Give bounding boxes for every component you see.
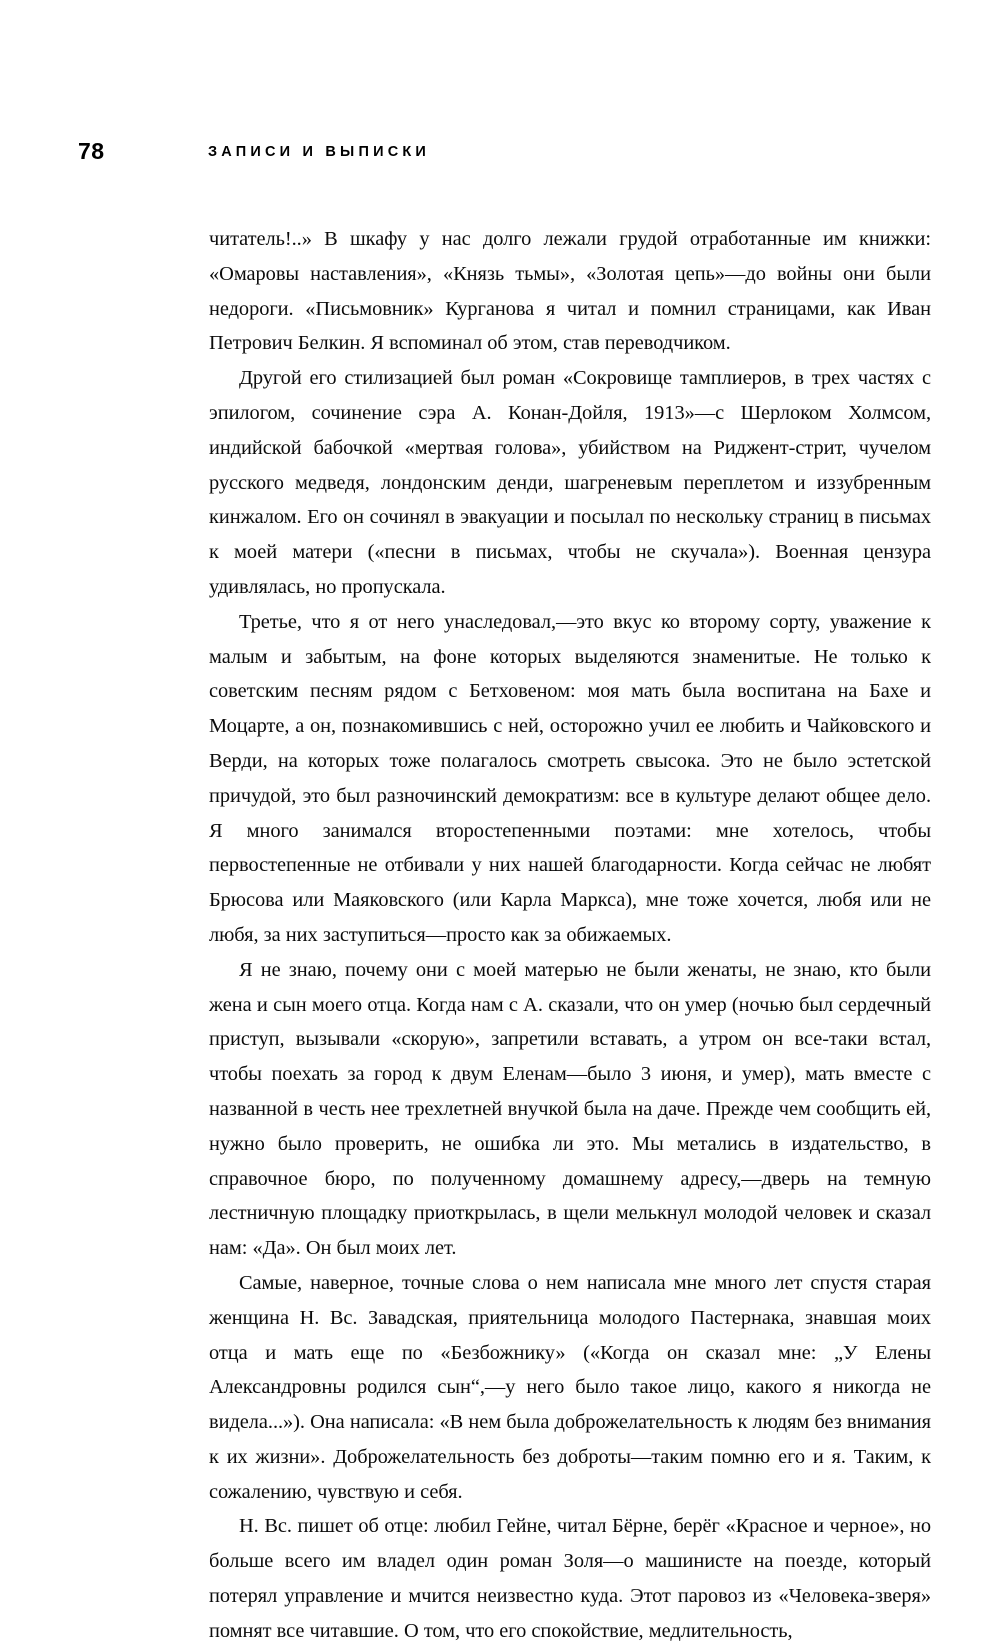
paragraph: Третье, что я от него унаследовал,—это вкус ко второму сорту, уважение к малым и забытым, на фоне которых выделяются знаменитые. Не только к советским песням рядом с Бетховеном: моя мать была воспитана на Бахе и Моцарте, а он, познакомившись с ней, осторожно учил ее любить и Чайковского и Верди, на которых тоже полагалось смотреть свысока. Это не было эстетской причудой, это был разночинский демократизм: все в культуре делают общее дело. Я много занимался второстепенными поэтами: мне хотелось, чтобы первостепенные не отбивали у них нашей благодарности. Когда сейчас не любят Брюсова или Маяковского (или Карла Маркса), мне тоже хочется, любя или не любя, за них заступиться—просто как за обижаемых. bbox=[209, 610, 931, 946]
running-head: ЗАПИСИ И ВЫПИСКИ bbox=[208, 144, 431, 160]
paragraph: Я не знаю, почему они с моей матерью не были женаты, не знаю, кто были жена и сын моего отца. Когда нам с А. сказали, что он умер (ночью был сердечный приступ, вызывали «скорую», запретили вставать, а утром он все-таки встал, чтобы поехать за город к двум Еленам—было 3 июня, и умер), мать вместе с названной в честь нее трехлетней внучкой была на даче. Прежде чем сообщить ей, нужно было проверить, не ошибка ли это. Мы метались в издательство, в справочное бюро, по полученному домашнему адресу,—дверь на темную лестничную площадку приоткрылась, в щели мелькнул молодой человек и сказал нам: «Да». Он был моих лет. bbox=[209, 958, 931, 1260]
paragraph: Другой его стилизацией был роман «Сокровище тамплиеров, в трех частях с эпилогом, сочинение сэра А. Конан-Дойля, 1913»—с Шерлоком Холмсом, индийской бабочкой «мертвая голова», убийством на Риджент-стрит, чучелом русского медведя, лондонским денди, шагреневым переплетом и иззубренным кинжалом. Его он сочинял в эвакуации и посылал по нескольку страниц в письмах к моей матери («песни в письмах, чтобы не скучала»). Военная цензура удивлялась, но пропускала. bbox=[209, 367, 931, 598]
body-text-block bbox=[209, 222, 931, 1649]
paragraph: Самые, наверное, точные слова о нем написала мне много лет спустя старая женщина Н. Вс. Завадская, приятельница молодого Пастернака, знавшая моих отца и мать еще по «Безбожнику» («Когда он сказал мне: „У Елены Александровны родился сын“,—у него было такое лицо, какого я никогда не видела...»). Она написала: «В нем была доброжелательность к людям без внимания к их жизни». Доброжелательность без доброты—таким помню его и я. Таким, к сожалению, чувствую и себя. bbox=[209, 1271, 931, 1503]
paragraph: читатель!..» В шкафу у нас долго лежали грудой отработанные им книжки: «Омаровы наставления», «Князь тьмы», «Золотая цепь»—до войны они были недороги. «Письмовник» Курганова я читал и помнил страницами, как Иван Петрович Белкин. Я вспоминал об этом, став переводчиком. bbox=[209, 228, 931, 355]
paragraph: Н. Вс. пишет об отце: любил Гейне, читал Бёрне, берёг «Красное и черное», но больше всего им владел один роман Золя—о машинисте на поезде, который потерял управление и мчится неизвестно куда. Этот паровоз из «Человека-зверя» помнят все читавшие. О том, что его спокойствие, медлительность, bbox=[209, 1515, 931, 1642]
page-number: 78 bbox=[78, 138, 105, 164]
page-header bbox=[0, 137, 1000, 167]
